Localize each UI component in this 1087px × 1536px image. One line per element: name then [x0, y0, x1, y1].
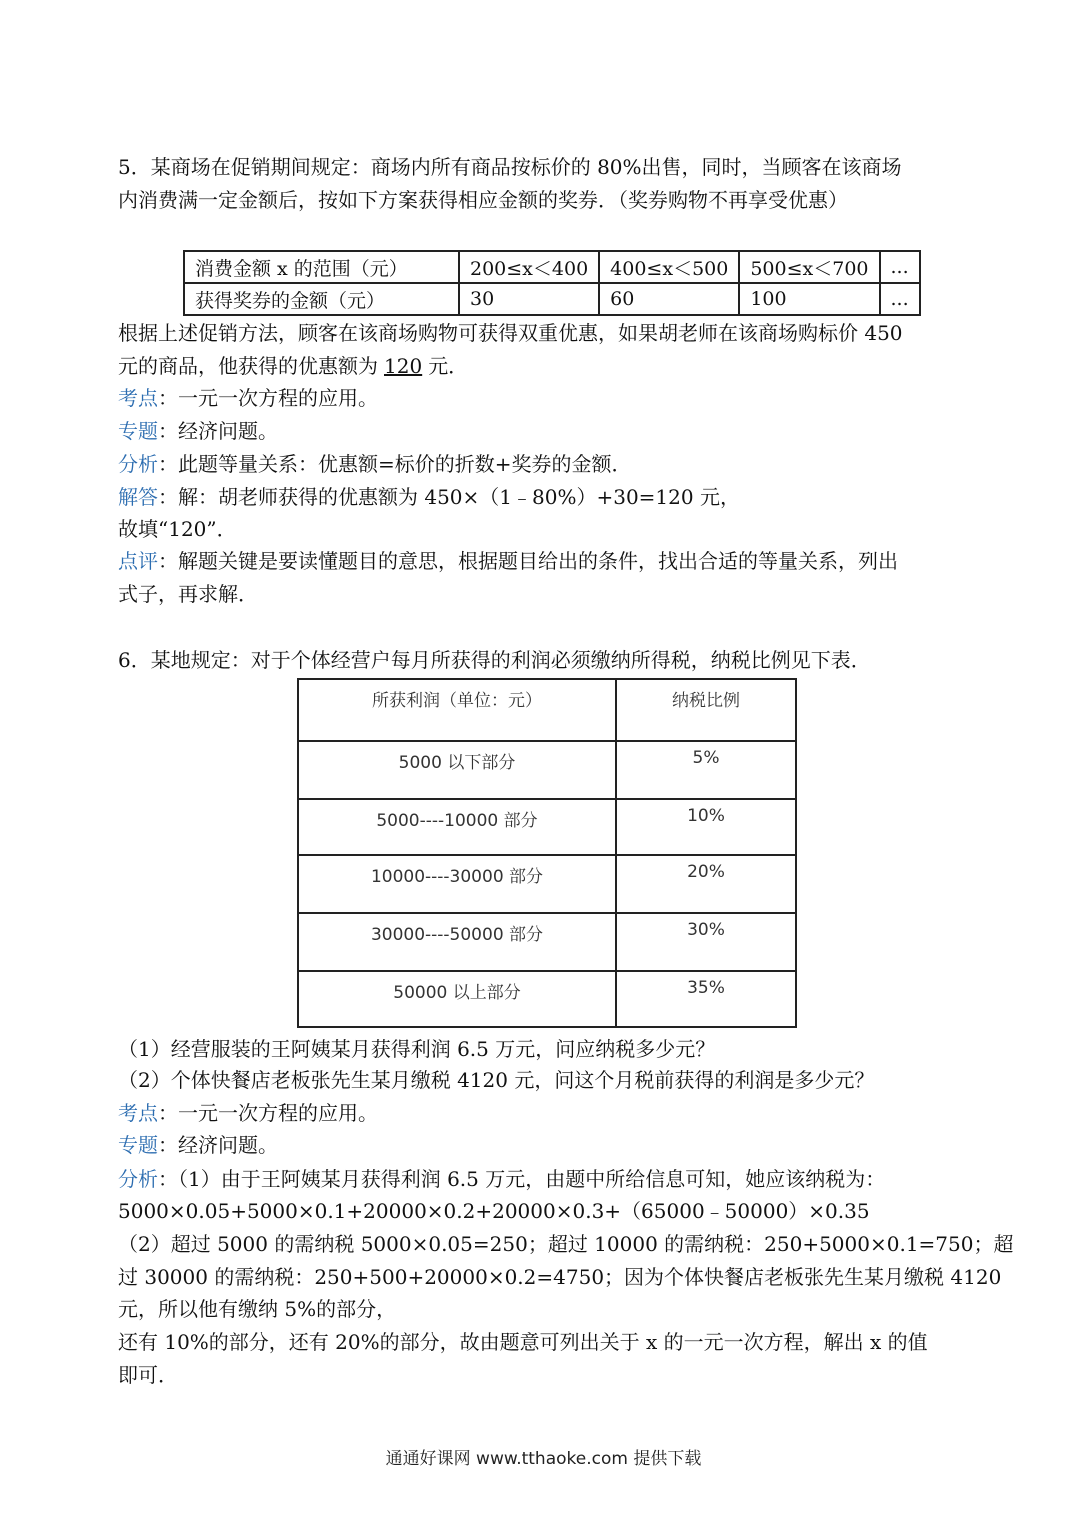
- table-cell: 100: [739, 283, 879, 315]
- table-row: [298, 799, 796, 855]
- table-cell: 30%: [616, 913, 796, 971]
- table-cell: 200≤x＜400: [459, 251, 599, 283]
- table-cell: 5%: [616, 741, 796, 799]
- q6-tax-table: [297, 678, 797, 1028]
- q5-after1: 根据上述促销方法，顾客在该商场购物可获得双重优惠，如果胡老师在该商场购标价 450: [118, 321, 903, 345]
- zhuanti-label: 专题: [118, 419, 158, 443]
- table-cell: 20%: [616, 855, 796, 913]
- q5-fenxi: [118, 449, 632, 479]
- zhuanti-text: ：经济问题。: [158, 1133, 278, 1157]
- q5-coupon-table: [183, 250, 921, 316]
- jieda-label: 解答: [118, 485, 158, 509]
- q5-after2-pre: 元的商品，他获得的优惠额为: [118, 354, 378, 378]
- table-cell: 50000 以上部分: [298, 971, 616, 1027]
- table-cell: 获得奖券的金额（元）: [184, 283, 459, 315]
- dianping-text: ：解题关键是要读懂题目的意思，根据题目给出的条件，找出合适的等量关系，列出: [158, 549, 898, 573]
- q6-fenxi4: 过 30000 的需纳税：250+500+20000×0.2=4750；因为个体快餐店老板张先生某月缴税 4120: [118, 1265, 1002, 1289]
- table-cell: 5000----10000 部分: [298, 799, 616, 855]
- dianping-label: 点评: [118, 549, 158, 573]
- table-cell: 500≤x＜700: [739, 251, 879, 283]
- q5-zhuanti: [118, 416, 278, 446]
- table-cell: 30000----50000 部分: [298, 913, 616, 971]
- table-cell: 60: [599, 283, 739, 315]
- table-cell: 10%: [616, 799, 796, 855]
- q6-line1: 6．某地规定：对于个体经营户每月所获得的利润必须缴纳所得税，纳税比例见下表．: [118, 648, 871, 672]
- table-header-row: [298, 679, 796, 741]
- table-header-cell: 所获利润（单位：元）: [298, 679, 616, 741]
- table-cell: 30: [459, 283, 599, 315]
- q6-fenxi3: （2）超过 5000 的需纳税 5000×0.05=250；超过 10000 的需纳税：250+5000×0.1=750；超: [118, 1232, 1014, 1256]
- q6-fenxi: [118, 1164, 885, 1194]
- table-row: [298, 913, 796, 971]
- q5-line1: 5．某商场在促销期间规定：商场内所有商品按标价的 80%出售，同时，当顾客在该商场: [118, 155, 902, 179]
- table-cell: 400≤x＜500: [599, 251, 739, 283]
- table-cell: 消费金额 x 的范围（元）: [184, 251, 459, 283]
- q6-zhuanti: [118, 1130, 278, 1160]
- q5-jieda2: 故填“120”．: [118, 517, 237, 541]
- zhuanti-label: 专题: [118, 1133, 158, 1157]
- q5-jieda: [118, 482, 740, 512]
- q6-kaodian: [118, 1098, 378, 1128]
- jieda-text: ：解：胡老师获得的优惠额为 450×（1﹣80%）+30=120 元，: [158, 485, 740, 509]
- q6-sub1: （1）经营服装的王阿姨某月获得利润 6.5 万元，问应纳税多少元？: [118, 1037, 716, 1061]
- table-row: [298, 741, 796, 799]
- footer-credit: 通通好课网 www.tthaoke.com 提供下载: [385, 1449, 702, 1469]
- table-cell: ...: [880, 251, 920, 283]
- q6-fenxi5: 元，所以他有缴纳 5%的部分，: [118, 1297, 397, 1321]
- q6-sub2: （2）个体快餐店老板张先生某月缴税 4120 元，问这个月税前获得的利润是多少元？: [118, 1068, 875, 1092]
- zhuanti-text: ：经济问题。: [158, 419, 278, 443]
- table-header-cell: 纳税比例: [616, 679, 796, 741]
- q5-after2-post: 元．: [428, 354, 469, 378]
- fenxi-text: ：此题等量关系：优惠额=标价的折数+奖券的金额．: [158, 452, 632, 476]
- q5-dianping: [118, 546, 898, 576]
- table-row: [298, 855, 796, 913]
- table-cell: 35%: [616, 971, 796, 1027]
- q5-after2: [118, 351, 468, 381]
- fenxi-label: 分析: [118, 452, 158, 476]
- q6-fenxi7: 即可．: [118, 1363, 178, 1387]
- q5-line2: 内消费满一定金额后，按如下方案获得相应金额的奖券．（奖券购物不再享受优惠）: [118, 188, 848, 212]
- table-cell: ...: [880, 283, 920, 315]
- table-cell: 10000----30000 部分: [298, 855, 616, 913]
- kaodian-label: 考点: [118, 1101, 158, 1125]
- q5-kaodian: [118, 383, 378, 413]
- table-cell: 5000 以下部分: [298, 741, 616, 799]
- q6-fenxi6: 还有 10%的部分，还有 20%的部分，故由题意可列出关于 x 的一元一次方程，解出 x 的值: [118, 1330, 928, 1354]
- kaodian-text: ：一元一次方程的应用。: [158, 386, 378, 410]
- kaodian-text: ：一元一次方程的应用。: [158, 1101, 378, 1125]
- table-row: [184, 251, 920, 283]
- fenxi-label: 分析: [118, 1167, 158, 1191]
- fenxi-text: ：（1）由于王阿姨某月获得利润 6.5 万元，由题中所给信息可知，她应该纳税为：: [158, 1167, 886, 1191]
- q5-dianping2: 式子，再求解．: [118, 582, 258, 606]
- q5-answer-blank: 120: [384, 354, 423, 378]
- kaodian-label: 考点: [118, 386, 158, 410]
- table-row: [184, 283, 920, 315]
- q6-fenxi2: 5000×0.05+5000×0.1+20000×0.2+20000×0.3+（65000﹣50000）×0.35: [118, 1199, 870, 1223]
- table-row: [298, 971, 796, 1027]
